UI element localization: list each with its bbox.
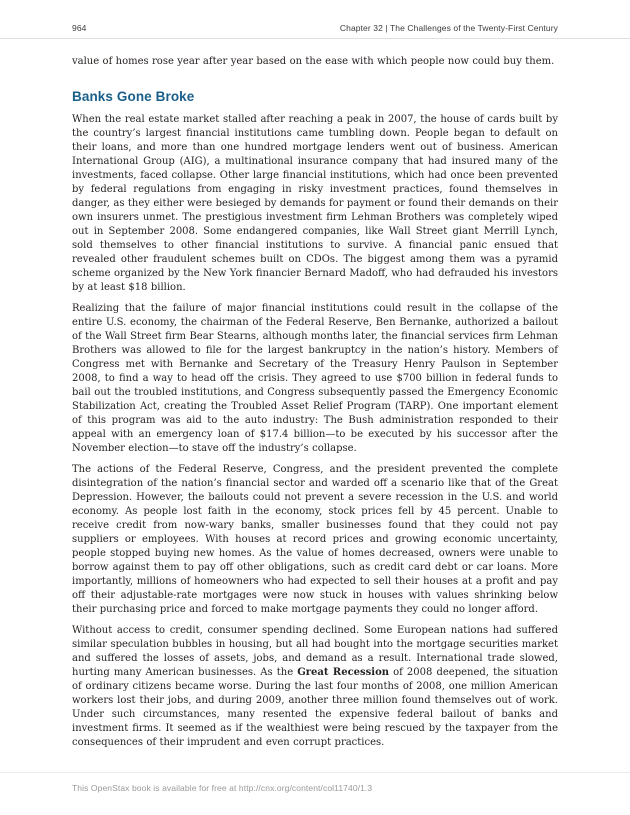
paragraph-text: of 2008 deepened, the situation of ordinary citizens became worse. During the last four months of 2008, one million American workers lost their jobs, and during 2009, another three million found themselves out of work. Under such circumstances, many resented the expensive federal bailout of banks and investment firms. It seemed as if the wealthiest were being rescued by the taxpayer from the consequences of their imprudent and even corrupt practices.: [72, 667, 558, 748]
page-header: [72, 23, 558, 33]
openstax-attribution-note: This OpenStax book is available for free at http://cnx.org/content/col11740/1.3: [72, 783, 373, 793]
paragraph-text: Without access to credit, consumer spending declined. Some European nations had suffered similar speculation bubbles in housing, but all had bought into the mortgage securities market and suffered the losses of assets, jobs, and demand as a result. International trade slowed, hurting many American businesses. As the: [72, 625, 558, 678]
paragraph: [72, 113, 558, 295]
paragraph: [72, 302, 558, 456]
page-footer: [72, 783, 558, 793]
section-heading: Banks Gone Broke: [72, 89, 195, 104]
continued-paragraph: value of homes rose year after year based on the ease with which people now could buy them.: [72, 56, 555, 67]
header-divider: [0, 38, 630, 39]
paragraph: [72, 624, 558, 750]
footer-divider: [0, 772, 630, 773]
paragraph-text: When the real estate market stalled after reaching a peak in 2007, the house of cards built by the country’s largest financial institutions came tumbling down. People began to default on their loans, and more than one hundred mortgage lenders went out of business. American International Group (AIG), a multinational insurance company that had insured many of the investments, faced collapse. Other large financial institutions, which had once been prevented by federal regulations from engaging in risky investment practices, found themselves in danger, as they either were besieged by demands for payment or found their demands on their own insurers unmet. The prestigious investment firm Lehman Brothers was completely wiped out in September 2008. Some endangered companies, like Wall Street giant Merrill Lynch, sold themselves to other financial institutions to survive. A financial panic ensued that revealed other fraudulent schemes built on CDOs. The biggest among them was a pyramid scheme organized by the New York financier Bernard Madoff, who had defrauded his investors by at least $18 billion.: [72, 114, 558, 293]
page-content: [72, 55, 558, 757]
page-number: 964: [72, 23, 87, 33]
paragraph: [72, 463, 558, 617]
paragraph-text: Realizing that the failure of major financial institutions could result in the collapse of the entire U.S. economy, the chairman of the Federal Reserve, Ben Bernanke, authorized a bailout of the Wall Street firm Bear Stearns, although months later, the financial services firm Lehman Brothers was allowed to file for the largest bankruptcy in the nation’s history. Members of Congress met with Bernanke and Secretary of the Treasury Henry Paulson in September 2008, to find a way to head off the crisis. They agreed to use $700 billion in federal funds to bail out the troubled institutions, and Congress subsequently passed the Emergency Economic Stabilization Act, creating the Troubled Asset Relief Program (TARP). One important element of this program was aid to the auto industry: The Bush administration responded to their appeal with an emergency loan of $17.4 billion—to be executed by his successor after the November election—to stave off the industry’s collapse.: [72, 303, 558, 454]
section-body: [72, 113, 558, 750]
key-term: Great Recession: [297, 667, 390, 678]
chapter-running-title: Chapter 32 | The Challenges of the Twenty-First Century: [339, 23, 558, 33]
paragraph-text: The actions of the Federal Reserve, Congress, and the president prevented the complete disintegration of the nation’s financial sector and warded off a scenario like that of the Great Depression. However, the bailouts could not prevent a severe recession in the U.S. and world economy. As people lost faith in the economy, stock prices fell by 45 percent. Unable to receive credit from now-wary banks, smaller businesses found that they could not pay suppliers or employees. With houses at record prices and growing economic uncertainty, people stopped buying new homes. As the value of homes decreased, owners were unable to borrow against them to pay off other obligations, such as credit card debt or car loans. More importantly, millions of homeowners who had expected to sell their houses at a profit and pay off their adjustable-rate mortgages were now stuck in houses with values shrinking below their purchasing price and forced to make mortgage payments they could no longer afford.: [72, 464, 558, 615]
